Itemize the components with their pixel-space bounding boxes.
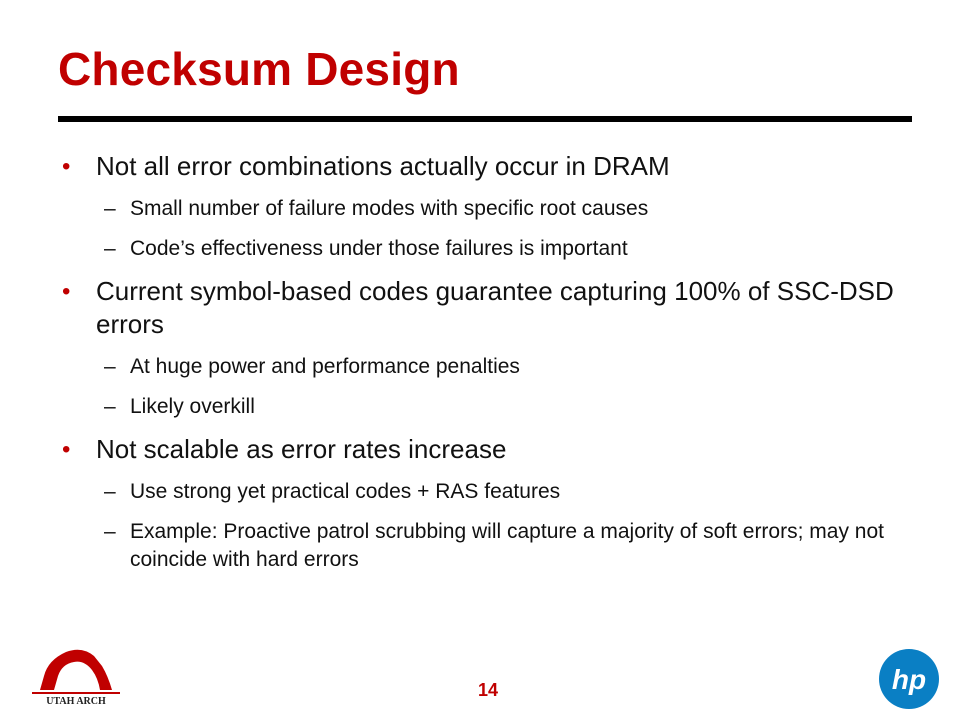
utah-arch-logo-text: UTAH ARCH [46, 696, 106, 707]
bullet-1-text: Not all error combinations actually occur in DRAM [96, 151, 670, 181]
hp-logo [878, 648, 940, 710]
utah-arch-logo [28, 646, 124, 708]
bullet-3-sub-2-text: Example: Proactive patrol scrubbing will capture a majority of soft errors; may not coincide with hard errors [130, 520, 884, 571]
bullet-dot: • [62, 278, 71, 305]
utah-arch-icon [28, 646, 124, 708]
bullet-list [60, 150, 920, 586]
bullet-2-sub-2 [60, 393, 920, 421]
dash-marker: – [104, 237, 116, 260]
bullet-1-sub-2 [60, 235, 920, 263]
dash-marker: – [104, 480, 116, 503]
hp-logo-text: hp [891, 664, 927, 695]
bullet-1-sub-1-text: Small number of failure modes with specific root causes [130, 197, 649, 220]
slide-title: Checksum Design [58, 43, 460, 95]
bullet-dot: • [62, 153, 71, 180]
bullet-2-sub-2-text: Likely overkill [130, 395, 255, 418]
dash-marker: – [104, 355, 116, 378]
page-number: 14 [477, 680, 499, 700]
bullet-1-sub-1 [60, 195, 920, 223]
bullet-3-sub-1-text: Use strong yet practical codes + RAS features [130, 480, 561, 503]
bullet-3 [60, 433, 920, 466]
hp-logo-icon [878, 648, 940, 710]
dash-marker: – [104, 520, 116, 543]
title-rule [58, 116, 912, 122]
dash-marker: – [104, 395, 116, 418]
dash-marker: – [104, 197, 116, 220]
bullet-2-text: Current symbol-based codes guarantee capturing 100% of SSC-DSD errors [96, 276, 894, 339]
bullet-dot: • [62, 436, 71, 463]
bullet-2-sub-1-text: At huge power and performance penalties [130, 355, 520, 378]
bullet-2-sub-1 [60, 353, 920, 381]
bullet-3-sub-2 [60, 518, 920, 574]
bullet-1-sub-2-text: Code’s effectiveness under those failures is important [130, 237, 628, 260]
bullet-3-text: Not scalable as error rates increase [96, 434, 507, 464]
bullet-1 [60, 150, 920, 183]
bullet-2 [60, 275, 920, 341]
bullet-3-sub-1 [60, 478, 920, 506]
